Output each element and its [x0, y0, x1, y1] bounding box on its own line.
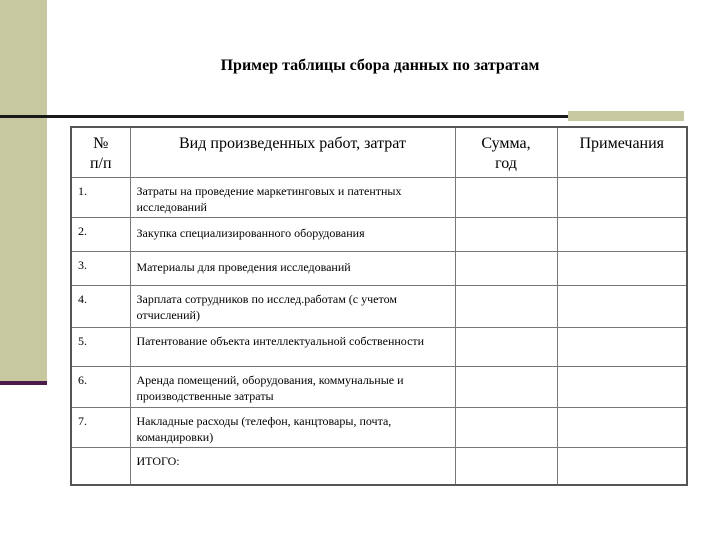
row-number: 5.	[71, 327, 130, 366]
table-row	[71, 217, 687, 251]
cost-table	[70, 126, 688, 486]
top-accent-bar	[568, 111, 684, 121]
side-accent-bar	[0, 0, 47, 384]
row-description: Материалы для проведения исследований	[130, 251, 455, 285]
top-divider-line	[0, 115, 568, 118]
row-note	[557, 327, 687, 366]
row-note	[557, 251, 687, 285]
table-row	[71, 177, 687, 217]
table-row	[71, 407, 687, 447]
row-number: 1.	[71, 177, 130, 217]
table-total-row	[71, 447, 687, 485]
row-sum	[455, 366, 557, 407]
row-sum	[455, 327, 557, 366]
table-row	[71, 327, 687, 366]
row-description: Зарплата сотрудников по исслед.работам (с учетом отчислений)	[130, 285, 455, 327]
header-sum: Сумма, год	[455, 127, 557, 177]
side-divider-line	[0, 381, 47, 385]
row-note	[557, 285, 687, 327]
table-row	[71, 366, 687, 407]
header-notes: Примечания	[557, 127, 687, 177]
table-row	[71, 285, 687, 327]
row-note	[557, 217, 687, 251]
row-sum	[455, 285, 557, 327]
header-number: № п/п	[71, 127, 130, 177]
row-description: Патентование объекта интеллектуальной собственности	[130, 327, 455, 366]
row-description: Аренда помещений, оборудования, коммунальные и производственные затраты	[130, 366, 455, 407]
row-description: Затраты на проведение маркетинговых и патентных исследований	[130, 177, 455, 217]
row-sum	[455, 217, 557, 251]
row-number: 3.	[71, 251, 130, 285]
row-number: 2.	[71, 217, 130, 251]
total-note	[557, 447, 687, 485]
row-sum	[455, 407, 557, 447]
row-description: Закупка специализированного оборудования	[130, 217, 455, 251]
row-note	[557, 366, 687, 407]
row-note	[557, 177, 687, 217]
total-number-cell	[71, 447, 130, 485]
table-header-row	[71, 127, 687, 177]
row-sum	[455, 177, 557, 217]
row-description: Накладные расходы (телефон, канцтовары, почта, командировки)	[130, 407, 455, 447]
row-sum	[455, 251, 557, 285]
total-sum	[455, 447, 557, 485]
total-label: ИТОГО:	[130, 447, 455, 485]
row-note	[557, 407, 687, 447]
row-number: 6.	[71, 366, 130, 407]
header-description: Вид произведенных работ, затрат	[130, 127, 455, 177]
table-row	[71, 251, 687, 285]
slide-title: Пример таблицы сбора данных по затратам	[220, 57, 540, 74]
row-number: 4.	[71, 285, 130, 327]
row-number: 7.	[71, 407, 130, 447]
